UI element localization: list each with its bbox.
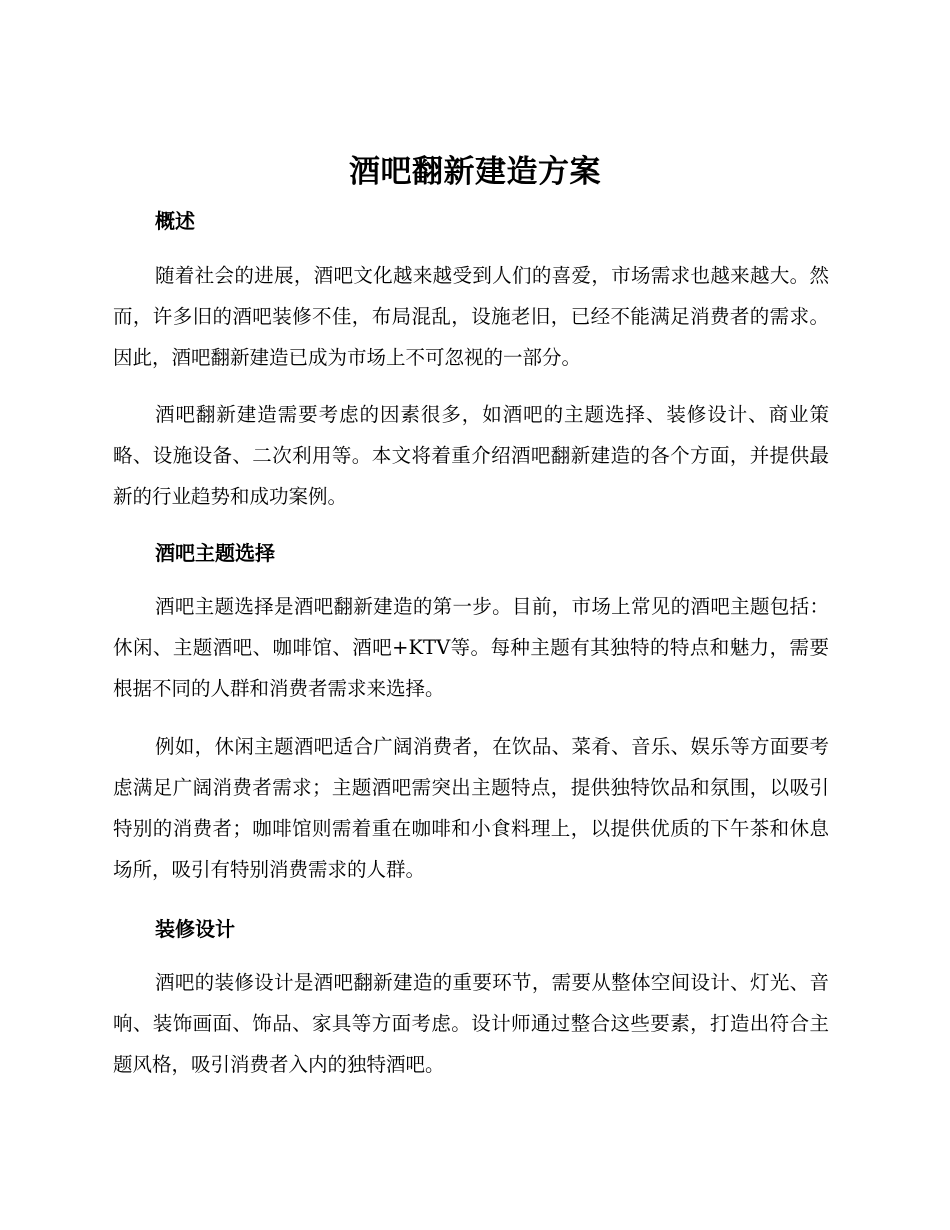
paragraph-theme-selection-2: 例如，休闲主题酒吧适合广阔消费者，在饮品、菜肴、音乐、娱乐等方面要考虑满足广阔消费者需求；主题酒吧需突出主题特点，提供独特饮品和氛围，以吸引特别的消费者；咖啡馆则需着重在咖啡和小食料理上，以提供优质的下午茶和休息场所，吸引有特别消费需求的人群。: [113, 735, 829, 881]
section-heading-decoration-design: 装修设计: [155, 917, 235, 941]
paragraph-overview-2: 酒吧翻新建造需要考虑的因素很多，如酒吧的主题选择、装修设计、商业策略、设施设备、二次利用等。本文将着重介绍酒吧翻新建造的各个方面，并提供最新的行业趋势和成功案例。: [113, 403, 829, 508]
paragraph-overview-1: 随着社会的进展，酒吧文化越来越受到人们的喜爱，市场需求也越来越大。然而，许多旧的酒吧装修不佳，布局混乱，设施老旧，已经不能满足消费者的需求。因此，酒吧翻新建造已成为市场上不可忽视的一部分。: [113, 264, 829, 369]
paragraph-theme-selection-1: 酒吧主题选择是酒吧翻新建造的第一步。目前，市场上常见的酒吧主题包括：休闲、主题酒吧、咖啡馆、酒吧+KTV等。每种主题有其独特的特点和魅力，需要根据不同的人群和消费者需求来选择。: [113, 595, 829, 700]
section-heading-overview: 概述: [155, 209, 195, 233]
document-title: 酒吧翻新建造方案: [349, 154, 601, 190]
section-heading-theme-selection: 酒吧主题选择: [155, 541, 275, 565]
paragraph-decoration-design-1: 酒吧的装修设计是酒吧翻新建造的重要环节，需要从整体空间设计、灯光、音响、装饰画面、饰品、家具等方面考虑。设计师通过整合这些要素，打造出符合主题风格，吸引消费者入内的独特酒吧。: [113, 971, 829, 1076]
